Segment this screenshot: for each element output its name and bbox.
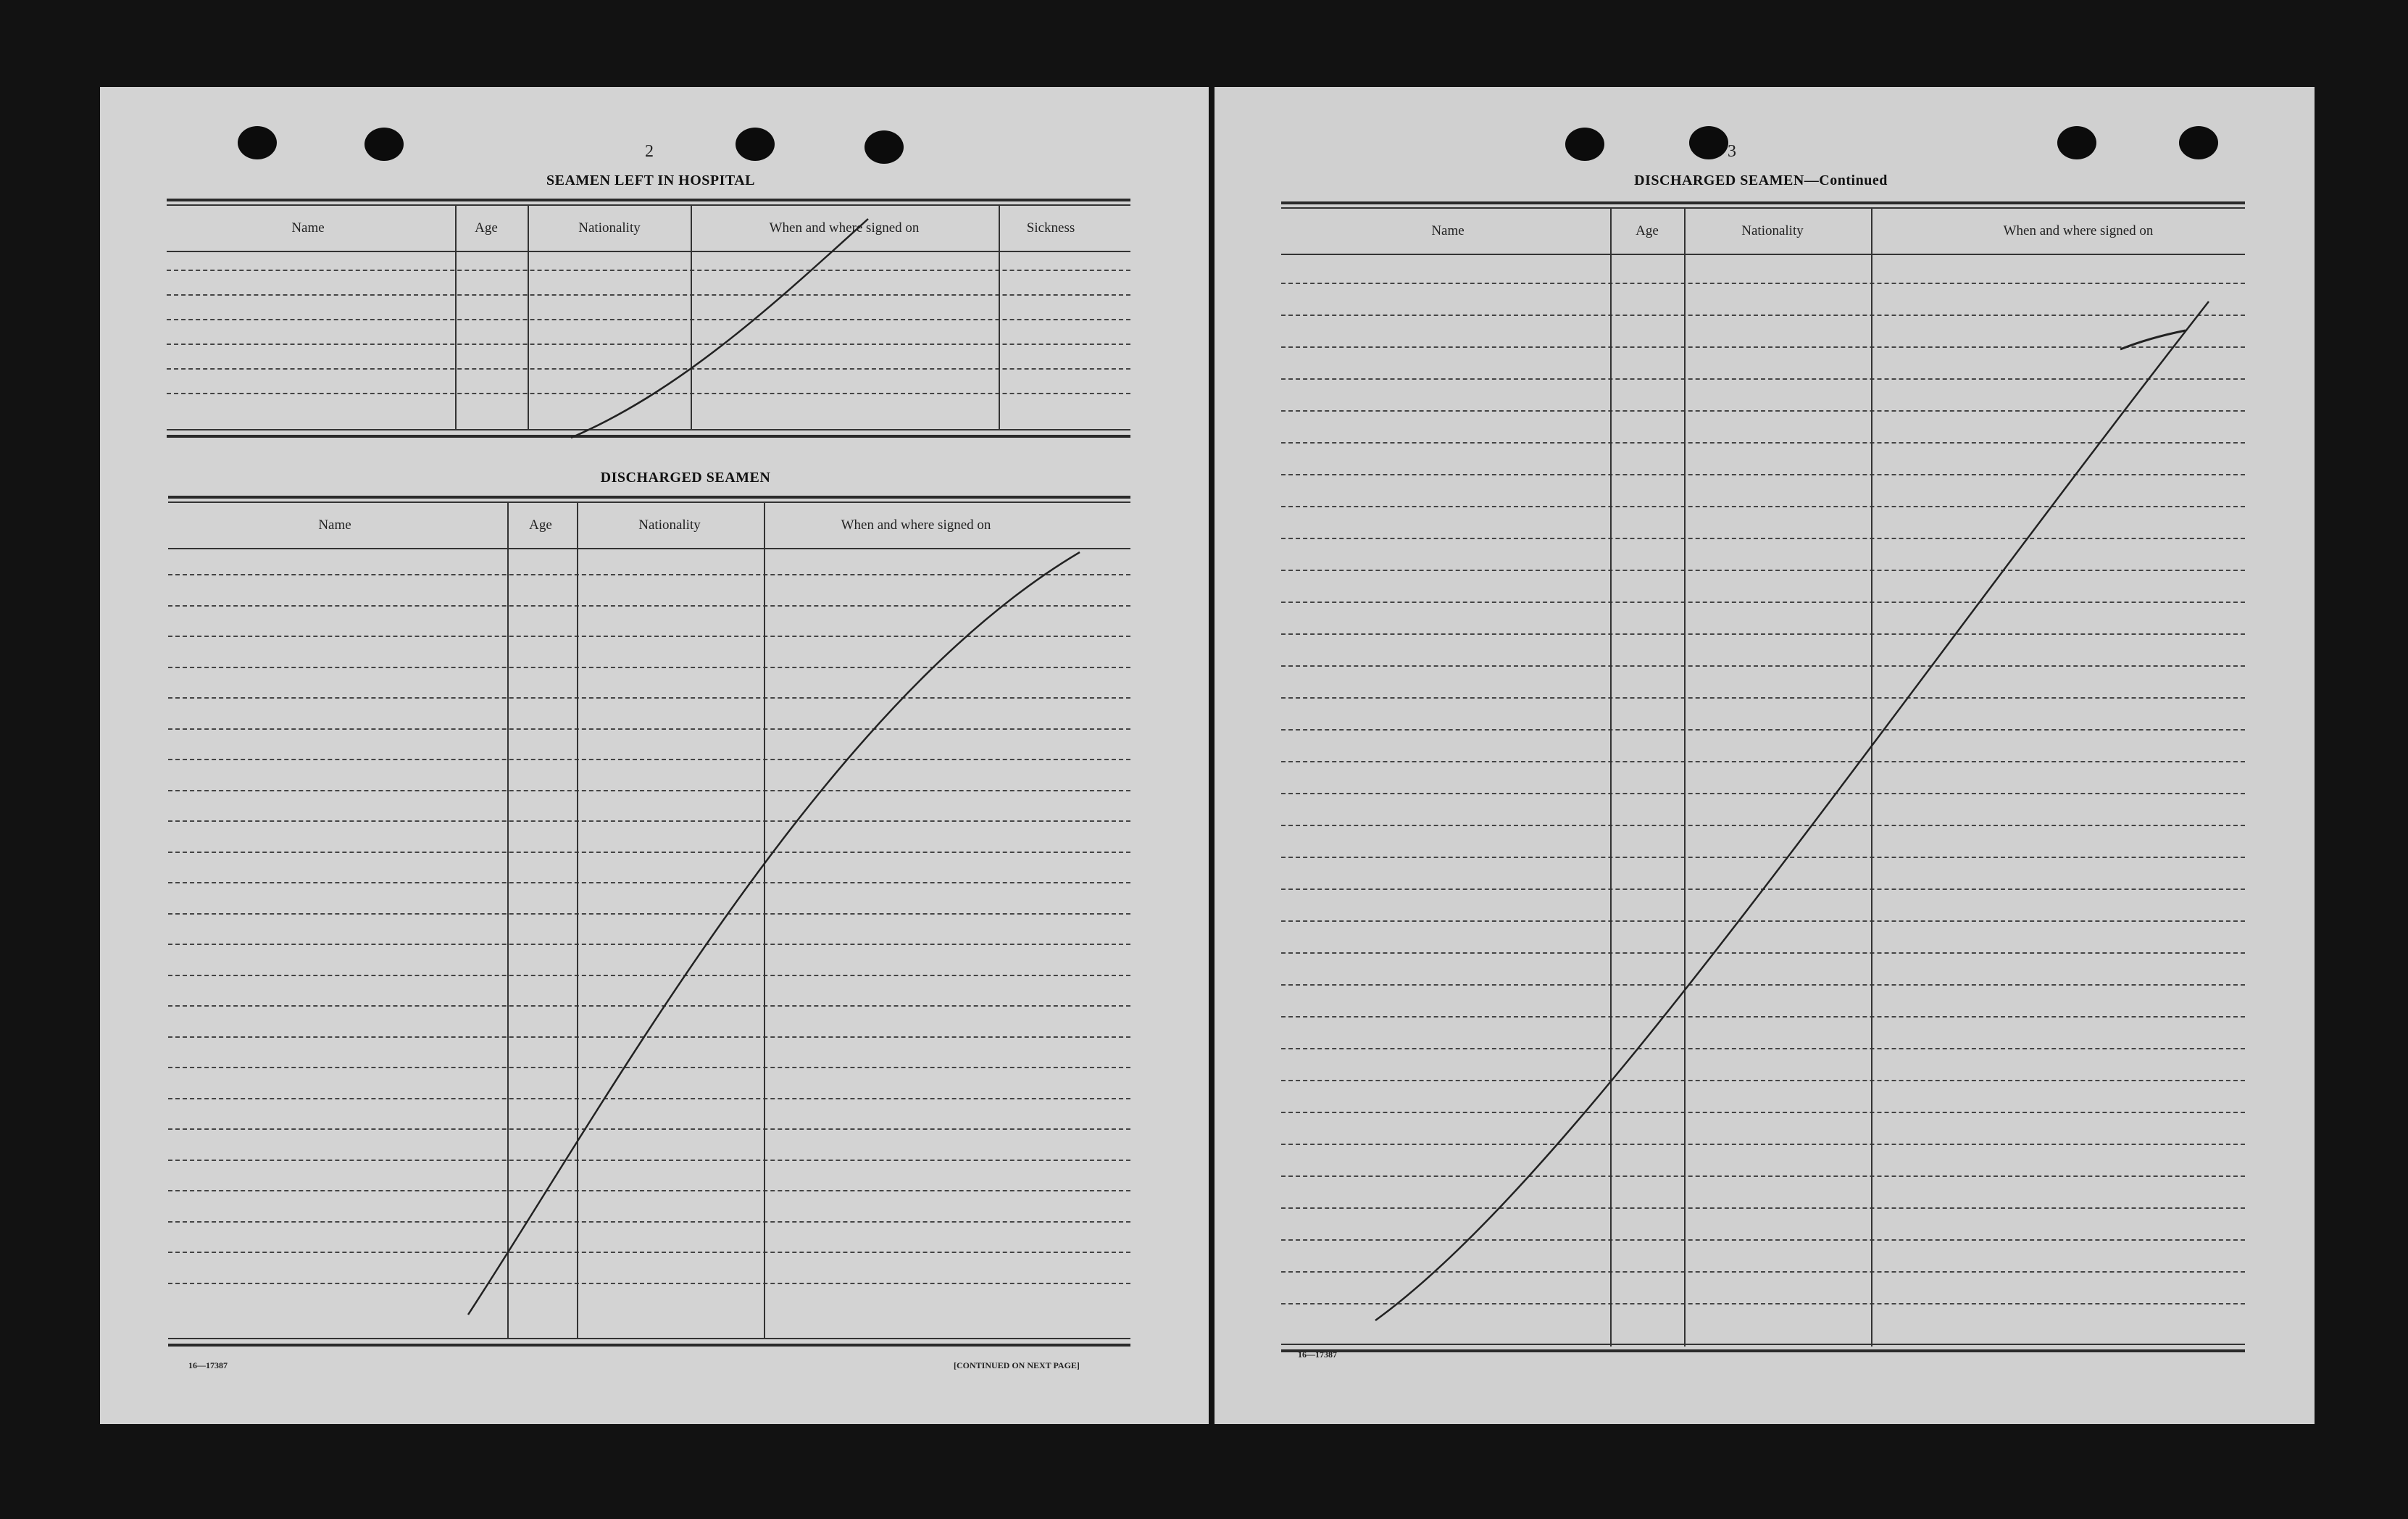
row-rule — [167, 393, 1130, 394]
row-rule — [1281, 474, 2245, 475]
column-header-name: Name — [1431, 223, 1465, 238]
punch-hole — [364, 128, 404, 161]
row-rule — [168, 728, 1130, 730]
row-rule — [1281, 442, 2245, 444]
form-number: 16—17387 — [1298, 1349, 1337, 1360]
row-rule — [1281, 1112, 2245, 1113]
row-rule — [168, 1252, 1130, 1253]
row-rule — [167, 368, 1130, 370]
row-rule — [1281, 697, 2245, 699]
column-divider — [577, 503, 578, 1338]
row-rule — [168, 605, 1130, 607]
row-rule — [1281, 633, 2245, 635]
hospital-section-title: SEAMEN LEFT IN HOSPITAL — [546, 172, 756, 188]
row-rule — [167, 294, 1130, 296]
row-rule — [1281, 729, 2245, 731]
row-rule — [168, 975, 1130, 976]
row-rule — [168, 1160, 1130, 1161]
row-rule — [1281, 1271, 2245, 1273]
hospital-table — [167, 199, 1130, 445]
row-rule — [168, 1221, 1130, 1223]
row-rule — [1281, 283, 2245, 284]
row-rule — [168, 697, 1130, 699]
table-bottom-rule — [167, 429, 1130, 430]
row-rule — [1281, 602, 2245, 603]
row-rule — [168, 790, 1130, 791]
column-header-nationality: Nationality — [1741, 223, 1804, 238]
continued-note: [CONTINUED ON NEXT PAGE] — [954, 1360, 1080, 1370]
discharged-section-title: DISCHARGED SEAMEN — [600, 470, 771, 486]
column-header-age: Age — [1636, 223, 1659, 238]
row-rule — [168, 820, 1130, 822]
column-header-nationality: Nationality — [638, 517, 701, 533]
row-rule — [1281, 315, 2245, 316]
row-rule — [1281, 920, 2245, 922]
row-rule — [168, 1067, 1130, 1068]
column-header-sickness: Sickness — [1026, 220, 1075, 236]
column-divider — [528, 206, 529, 429]
column-divider — [1871, 209, 1872, 1347]
row-rule — [1281, 984, 2245, 986]
row-rule — [1281, 1303, 2245, 1304]
column-divider — [764, 503, 765, 1338]
page-number: 2 — [645, 142, 654, 161]
row-rule — [168, 667, 1130, 668]
left-form-page — [100, 87, 1209, 1424]
column-header-signed-on: When and where signed on — [841, 517, 991, 533]
row-rule — [168, 1005, 1130, 1007]
page-number: 3 — [1728, 142, 1736, 161]
row-rule — [168, 1128, 1130, 1130]
row-rule — [1281, 378, 2245, 380]
right-form-page — [1215, 87, 2315, 1424]
row-rule — [168, 913, 1130, 915]
column-header-name: Name — [291, 220, 325, 236]
row-rule — [1281, 857, 2245, 858]
row-rule — [168, 1190, 1130, 1191]
row-rule — [168, 636, 1130, 637]
row-rule — [1281, 825, 2245, 826]
table-bottom-rule — [168, 1344, 1130, 1347]
punch-hole — [2057, 126, 2096, 159]
table-bottom-rule — [167, 435, 1130, 438]
row-rule — [167, 344, 1130, 345]
column-divider — [1610, 209, 1612, 1347]
punch-hole — [1565, 128, 1604, 161]
column-header-signed-on: When and where signed on — [2003, 223, 2154, 238]
row-rule — [168, 574, 1130, 575]
row-rule — [168, 852, 1130, 853]
row-rule — [1281, 888, 2245, 890]
discharged-continued-title: DISCHARGED SEAMEN—Continued — [1634, 172, 1888, 188]
row-rule — [168, 944, 1130, 945]
column-header-age: Age — [475, 220, 498, 236]
form-number: 16—17387 — [188, 1360, 228, 1370]
table-bottom-rule — [168, 1338, 1130, 1339]
discharged-continued-table — [1281, 201, 2245, 1358]
column-divider — [999, 206, 1000, 429]
discharged-table — [168, 496, 1130, 1351]
row-rule — [1281, 1175, 2245, 1177]
row-rule — [168, 1283, 1130, 1284]
row-rule — [1281, 1016, 2245, 1017]
table-bottom-rule — [1281, 1344, 2245, 1345]
row-rule — [1281, 952, 2245, 954]
punch-hole — [1689, 126, 1728, 159]
row-rule — [1281, 346, 2245, 348]
row-rule — [1281, 1144, 2245, 1145]
row-rule — [1281, 538, 2245, 539]
punch-hole — [736, 128, 775, 161]
row-rule — [1281, 570, 2245, 571]
row-rule — [1281, 761, 2245, 762]
row-rule — [1281, 1080, 2245, 1081]
row-rule — [168, 882, 1130, 883]
row-rule — [168, 1036, 1130, 1038]
row-rule — [167, 270, 1130, 271]
row-rule — [1281, 506, 2245, 507]
punch-hole — [865, 130, 904, 164]
column-divider — [691, 206, 692, 429]
row-rule — [168, 1098, 1130, 1099]
column-divider — [455, 206, 457, 429]
punch-hole — [238, 126, 277, 159]
row-rule — [1281, 1048, 2245, 1049]
column-divider — [507, 503, 509, 1338]
table-bottom-rule — [1281, 1349, 2245, 1352]
row-rule — [167, 319, 1130, 320]
row-rule — [1281, 665, 2245, 667]
column-divider — [1684, 209, 1686, 1347]
row-rule — [168, 759, 1130, 760]
column-header-signed-on: When and where signed on — [769, 220, 920, 236]
row-rule — [1281, 1207, 2245, 1209]
column-header-name: Name — [318, 517, 351, 533]
column-header-nationality: Nationality — [578, 220, 641, 236]
row-rule — [1281, 1239, 2245, 1241]
row-rule — [1281, 410, 2245, 412]
row-rule — [1281, 793, 2245, 794]
column-header-age: Age — [529, 517, 552, 533]
punch-hole — [2179, 126, 2218, 159]
